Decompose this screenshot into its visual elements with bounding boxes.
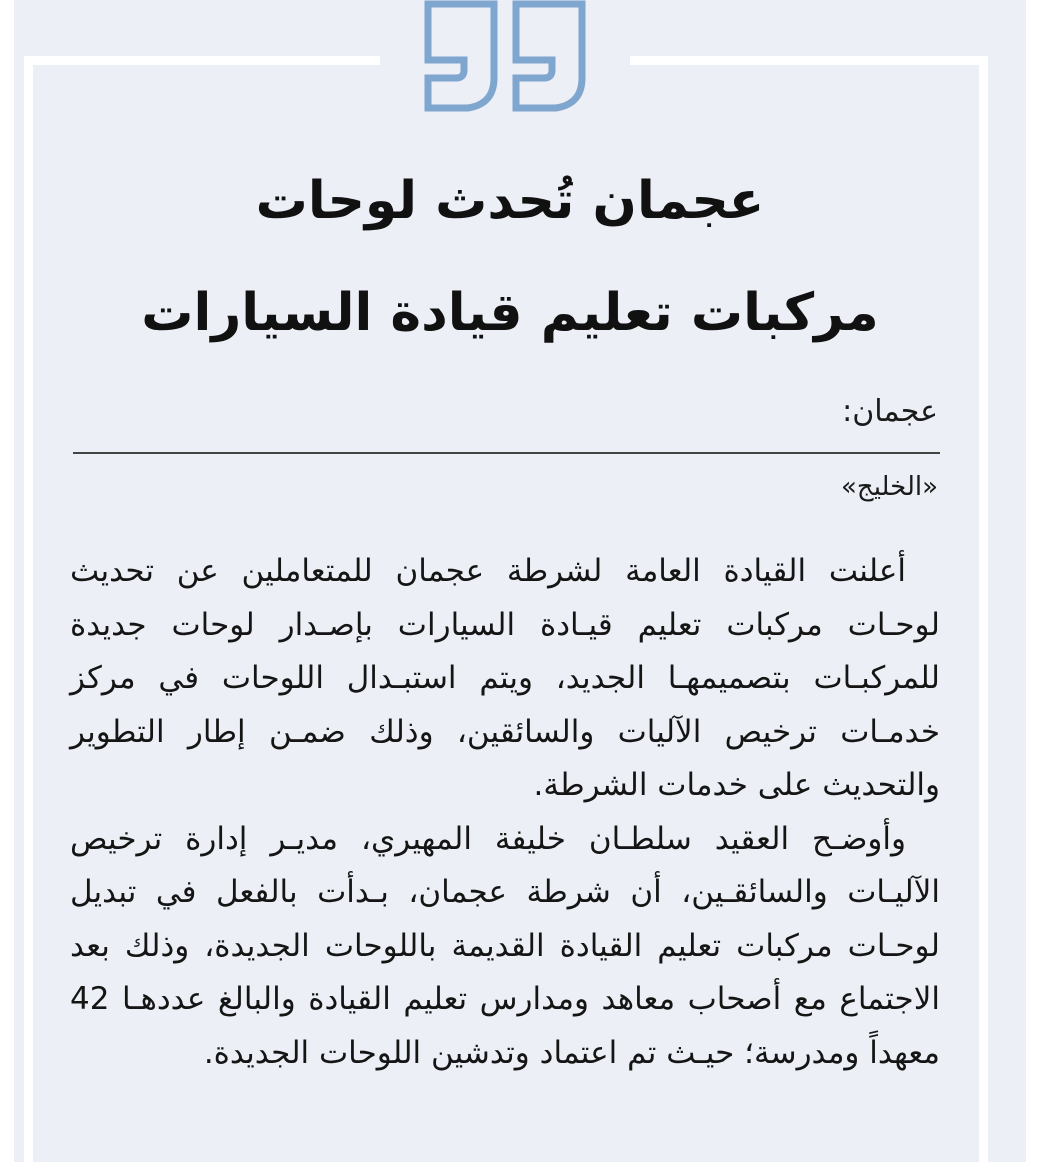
- article-body: [70, 545, 940, 1080]
- dateline: عجمان:: [842, 394, 938, 429]
- paragraph-1: أعلنت القيادة العامة لشرطة عجمان للمتعاملين عن تحديث لوحـات مركبات تعليم قيـادة السيارات بإصـدار لوحات جديدة للمركبـات بتصميمهـا الجديد، ويتم استبـدال اللوحات في مركز خدمـات ترخيص الآليات والسائقين، وذلك ضمـن إطار التطوير والتحديث على خدمات الشرطة.: [70, 553, 940, 803]
- headline-line-1: عجمان تُحدث لوحات: [255, 171, 765, 231]
- headline-line-2: مركبات تعليم قيادة السيارات: [141, 283, 879, 343]
- quotation-mark-icon: [424, 0, 498, 112]
- frame-gap: [380, 40, 630, 80]
- source-credit: «الخليج»: [841, 472, 938, 502]
- paragraph-2: وأوضـح العقيد سلطـان خليفة المهيري، مديـر إدارة ترخيص الآليـات والسائقـين، أن شرطة عجمان، بـدأت بالفعل في تبديل لوحـات مركبات تعليم القيادة القديمة باللوحات الجديدة، وذلك بعد الاجتماع مع أصحاب معاهد ومدارس تعليم القيادة والبالغ عددهـا 42 معهداً ومدرسة؛ حيـث تم اعتماد وتدشين اللوحات الجديدة.: [70, 820, 940, 1071]
- divider: [73, 452, 940, 454]
- quotation-mark-icon: [512, 0, 586, 112]
